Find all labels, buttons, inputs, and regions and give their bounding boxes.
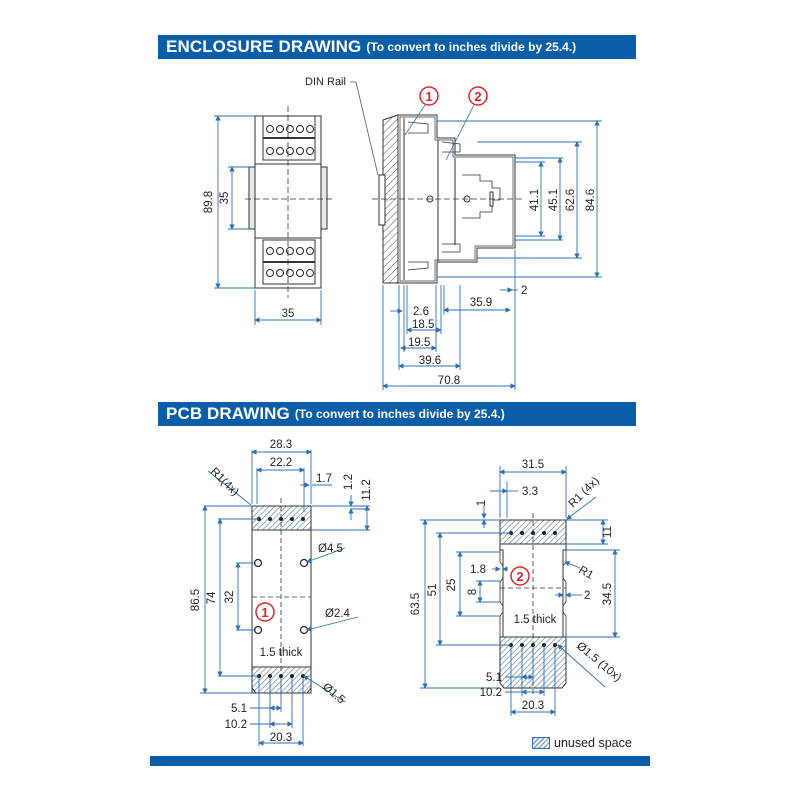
- pcb1-corner-radius: R1(4x): [207, 465, 241, 499]
- enclosure-note: (To convert to inches divide by 25.4.): [366, 40, 577, 54]
- dim-45-1: 45.1: [548, 188, 560, 212]
- pcb2-dim-1: 1: [476, 499, 488, 507]
- dim-89-8: 89.8: [203, 190, 215, 214]
- pcb1-dim-32: 32: [224, 590, 236, 604]
- pcb2-thickness: 1.5 thick: [513, 614, 557, 626]
- pcb1-thickness: 1.5 thick: [259, 647, 303, 659]
- svg-text:2: 2: [516, 569, 524, 584]
- dim-19-5: 19.5: [408, 337, 431, 349]
- enclosure-title: ENCLOSURE DRAWING: [166, 37, 362, 56]
- pcb1-dim-1-2: 1.2: [343, 474, 355, 490]
- legend: [532, 736, 632, 750]
- pcb1-dim-28-3: 28.3: [269, 439, 293, 451]
- din-rail-label: DIN Rail: [305, 76, 346, 88]
- pcb1-dim-11-2: 11.2: [361, 479, 373, 501]
- dim-35-9: 35.9: [469, 297, 493, 309]
- pcb1-hole-large: Ø4.5: [318, 543, 343, 555]
- enclosure-front-view: [245, 106, 335, 298]
- pcb2-dim-3-3: 3.3: [522, 486, 538, 498]
- dim-70-8: 70.8: [437, 375, 461, 387]
- pcb2-pin-hole: Ø1.5 (10x): [574, 640, 624, 685]
- dim-2: 2: [521, 285, 528, 297]
- dim-35-rail: 35: [219, 191, 231, 205]
- pcb1-pin-span: 20.3: [269, 732, 293, 744]
- pcb1-dim-1-7: 1.7: [316, 473, 332, 485]
- svg-text:2: 2: [474, 89, 482, 104]
- dim-84-6: 84.6: [585, 188, 597, 212]
- pcb2-pin-span: 20.3: [521, 700, 545, 712]
- pcb2-dim-51: 51: [427, 583, 439, 597]
- pcb1-dim-22-2: 22.2: [269, 457, 293, 469]
- pcb2-dim-31-5: 31.5: [521, 459, 545, 471]
- pcb2-dim-2: 2: [584, 590, 591, 602]
- dim-2-6: 2.6: [413, 306, 429, 318]
- pcb-1-outline: [252, 498, 311, 700]
- pcb1-pin-hole: Ø1.5: [320, 681, 347, 707]
- dim-62-6: 62.6: [565, 188, 577, 212]
- pcb2-pitch-10-2: 10.2: [479, 687, 502, 699]
- hatch-swatch-icon: [532, 737, 550, 749]
- dim-18-5: 18.5: [412, 319, 435, 331]
- pcb1-dim-86-5: 86.5: [190, 588, 202, 612]
- svg-text:1: 1: [261, 605, 269, 620]
- svg-text:1: 1: [425, 89, 433, 104]
- pcb2-pitch-5-1: 5.1: [486, 672, 502, 684]
- pcb1-pitch-5-1: 5.1: [231, 703, 247, 715]
- legend-label: unused space: [554, 736, 632, 750]
- pcb1-hole-small: Ø2.4: [325, 608, 350, 620]
- dim-41-1: 41.1: [529, 188, 541, 212]
- pcb2-corner-radius: R1 (4x): [566, 474, 602, 511]
- pcb2-dim-8: 8: [467, 588, 479, 596]
- pcb2-dim-11: 11: [602, 526, 614, 538]
- footer-bar: [150, 756, 650, 766]
- pcb-title: PCB DRAWING: [166, 404, 290, 423]
- pcb-note: (To convert to inches divide by 25.4.): [294, 407, 505, 421]
- pcb2-callout-2: [511, 567, 529, 585]
- pcb1-callout-1: [256, 603, 274, 621]
- pcb2-notch-radius: R1: [576, 564, 596, 582]
- pcb1-dim-74: 74: [206, 591, 218, 605]
- pcb2-dim-63-5: 63.5: [410, 592, 422, 616]
- dim-39-6: 39.6: [418, 355, 442, 367]
- pcb2-dim-1-8: 1.8: [470, 564, 486, 576]
- pcb2-dim-34-5: 34.5: [602, 582, 614, 606]
- pcb1-pitch-10-2: 10.2: [224, 719, 247, 731]
- pcb2-dim-25: 25: [446, 578, 458, 592]
- dim-35-width: 35: [281, 308, 295, 320]
